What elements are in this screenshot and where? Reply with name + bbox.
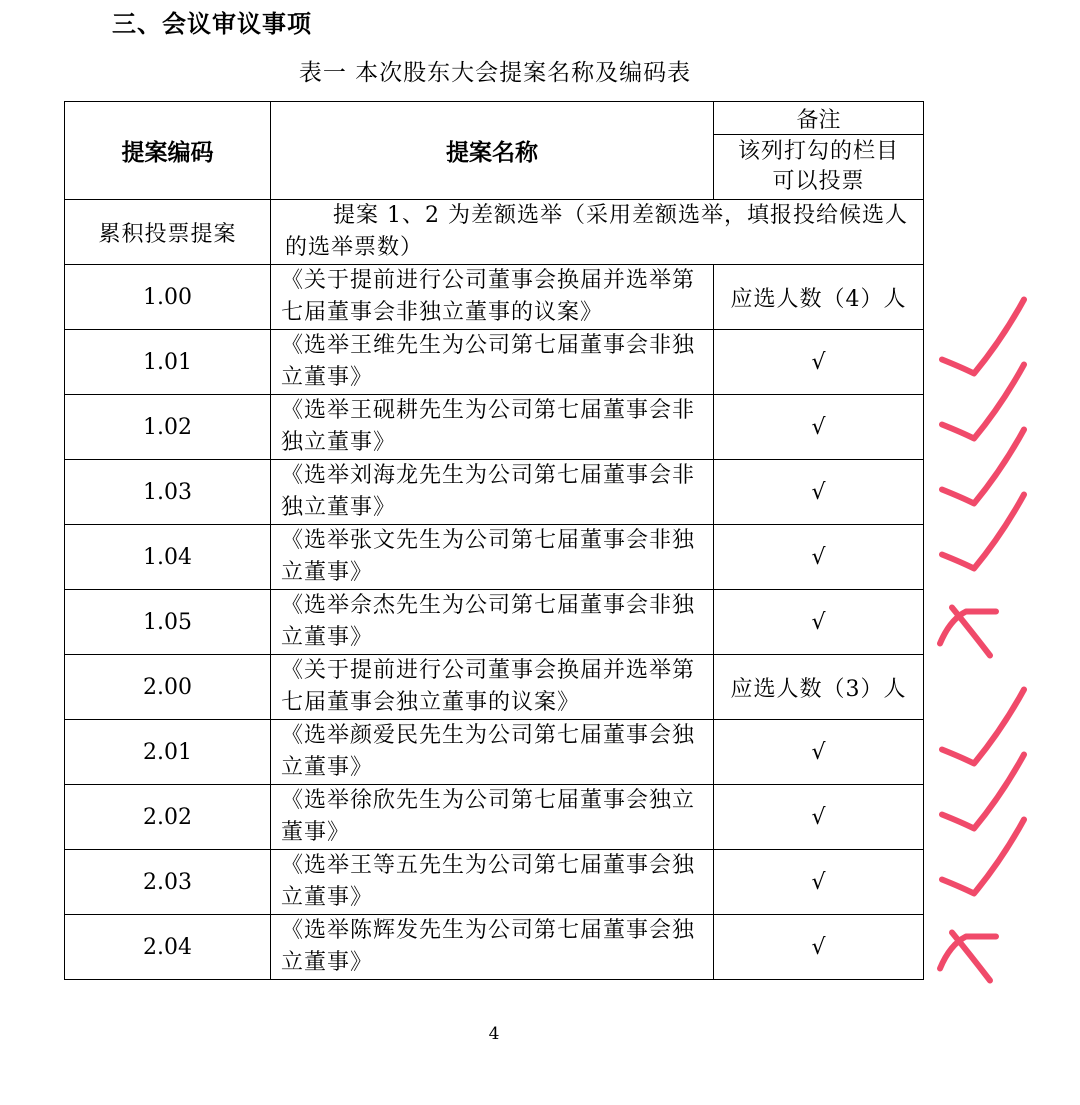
proposal-code: 2.04 [65, 915, 271, 980]
proposal-name: 《关于提前进行公司董事会换届并选举第七届董事会非独立董事的议案》 [271, 265, 714, 330]
proposal-code: 2.01 [65, 720, 271, 785]
vote-checkmark: √ [714, 525, 924, 590]
table-caption: 表一 本次股东大会提案名称及编码表 [298, 60, 692, 86]
proposal-rows [65, 265, 924, 980]
section-heading: 三、会议审议事项 [112, 10, 312, 38]
vote-checkmark: √ [714, 915, 924, 980]
vote-checkmark: √ [714, 330, 924, 395]
header-name: 提案名称 [271, 102, 714, 200]
vote-checkmark: √ [714, 785, 924, 850]
table-row [65, 850, 924, 915]
table-row [65, 330, 924, 395]
cumulative-label: 累积投票提案 [65, 200, 271, 265]
proposal-code: 1.01 [65, 330, 271, 395]
proposal-name: 《选举王砚耕先生为公司第七届董事会非独立董事》 [271, 395, 714, 460]
table-row [65, 460, 924, 525]
header-remark-note [714, 135, 924, 200]
table-row [65, 655, 924, 720]
check-mark-icon [942, 430, 1024, 504]
proposal-code: 2.02 [65, 785, 271, 850]
cumulative-description: 提案 1、2 为差额选举（采用差额选举，填报投给候选人的选举票数） [271, 200, 924, 265]
cross-mark-icon [940, 937, 996, 969]
vote-checkmark: √ [714, 850, 924, 915]
seats-note: 应选人数（3）人 [714, 655, 924, 720]
cross-mark-icon [952, 608, 990, 656]
check-mark-icon [942, 300, 1024, 374]
proposal-name: 《选举佘杰先生为公司第七届董事会非独立董事》 [271, 590, 714, 655]
remark-note-text: 该列打勾的栏目可以投票 [737, 139, 899, 194]
cross-mark-icon [940, 612, 996, 644]
proposal-code: 2.03 [65, 850, 271, 915]
cumulative-row [65, 200, 924, 265]
table-row [65, 265, 924, 330]
proposal-code: 1.03 [65, 460, 271, 525]
vote-checkmark: √ [714, 720, 924, 785]
page-number: 4 [488, 1024, 500, 1044]
header-code: 提案编码 [65, 102, 271, 200]
proposal-name: 《选举徐欣先生为公司第七届董事会独立董事》 [271, 785, 714, 850]
header-remark: 备注 [714, 102, 924, 135]
vote-checkmark: √ [714, 590, 924, 655]
proposal-name: 《关于提前进行公司董事会换届并选举第七届董事会独立董事的议案》 [271, 655, 714, 720]
table-row [65, 395, 924, 460]
vote-checkmark: √ [714, 395, 924, 460]
check-mark-icon [942, 365, 1024, 439]
proposal-name: 《选举陈辉发先生为公司第七届董事会独立董事》 [271, 915, 714, 980]
check-mark-icon [942, 755, 1024, 829]
proposal-name: 《选举王维先生为公司第七届董事会非独立董事》 [271, 330, 714, 395]
seats-note: 应选人数（4）人 [714, 265, 924, 330]
table-row [65, 590, 924, 655]
table-row [65, 525, 924, 590]
proposal-name: 《选举王等五先生为公司第七届董事会独立董事》 [271, 850, 714, 915]
proposal-code: 1.04 [65, 525, 271, 590]
table-row [65, 720, 924, 785]
proposal-code: 1.02 [65, 395, 271, 460]
proposal-name: 《选举张文先生为公司第七届董事会非独立董事》 [271, 525, 714, 590]
proposal-code: 1.05 [65, 590, 271, 655]
proposal-name: 《选举刘海龙先生为公司第七届董事会非独立董事》 [271, 460, 714, 525]
table-row [65, 915, 924, 980]
cross-mark-icon [952, 933, 990, 981]
table-row [65, 785, 924, 850]
proposal-code: 1.00 [65, 265, 271, 330]
proposal-code: 2.00 [65, 655, 271, 720]
check-mark-icon [942, 495, 1024, 569]
vote-checkmark: √ [714, 460, 924, 525]
check-mark-icon [942, 690, 1024, 764]
proposal-name: 《选举颜爱民先生为公司第七届董事会独立董事》 [271, 720, 714, 785]
proposal-table [64, 101, 924, 980]
check-mark-icon [942, 820, 1024, 894]
